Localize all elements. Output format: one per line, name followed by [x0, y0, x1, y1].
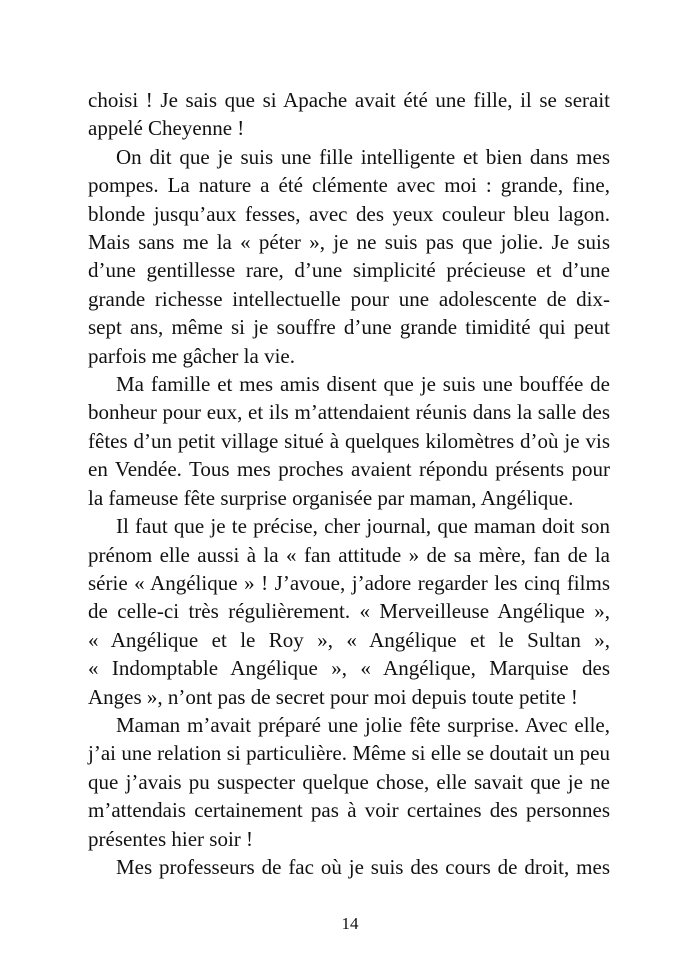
text-line: que j’avais pu suspecter quelque chose, elle savait que je ne — [88, 769, 610, 794]
text-line: grande richesse intellectuelle pour une adolescente de dix- — [88, 286, 610, 311]
text-line: Anges », n’ont pas de secret pour moi depuis toute petite ! — [88, 684, 578, 709]
text-line: bonheur pour eux, et ils m’attendaient réunis dans la salle des — [88, 400, 610, 425]
text-line: j’ai une relation si particulière. Même si elle se doutait un peu — [88, 741, 610, 766]
text-line: Ma famille et mes amis disent que je suis une bouffée de — [116, 372, 610, 397]
text-line: appelé Cheyenne ! — [88, 116, 245, 141]
text-line: Maman m’avait préparé une jolie fête surprise. Avec elle, — [116, 712, 610, 737]
text-line: présentes hier soir ! — [88, 826, 254, 851]
text-line: Mes professeurs de fac où je suis des cours de droit, mes — [116, 854, 610, 879]
text-line: m’attendais certainement pas à voir certaines des personnes — [88, 798, 610, 823]
page-body-text — [88, 86, 610, 881]
text-line: Il faut que je te précise, cher journal, que maman doit son — [116, 514, 610, 539]
text-line: prénom elle aussi à la « fan attitude » de sa mère, fan de la — [88, 542, 610, 567]
text-line: sept ans, même si je souffre d’une grande timidité qui peut — [88, 315, 610, 340]
text-line: d’une gentillesse rare, d’une simplicité précieuse et d’une — [88, 258, 610, 283]
text-line: On dit que je suis une fille intelligente et bien dans mes — [116, 144, 610, 169]
page-number: 14 — [341, 914, 359, 933]
text-line: parfois me gâcher la vie. — [88, 343, 295, 368]
text-line: en Vendée. Tous mes proches avaient répondu présents pour — [88, 457, 610, 482]
text-line: fêtes d’un petit village situé à quelques kilomètres d’où je vis — [88, 428, 610, 453]
text-line: choisi ! Je sais que si Apache avait été une fille, il se serait — [88, 88, 610, 112]
text-line: pompes. La nature a été clémente avec moi : grande, fine, — [88, 173, 610, 198]
text-line: « Angélique et le Roy », « Angélique et le Sultan », — [88, 627, 610, 652]
text-line: de celle-ci très régulièrement. « Merveilleuse Angélique », — [88, 599, 610, 624]
text-line: Mais sans me la « péter », je ne suis pas que jolie. Je suis — [88, 230, 610, 255]
text-line: la fameuse fête surprise organisée par maman, Angélique. — [88, 485, 574, 510]
text-line: blonde jusqu’aux fesses, avec des yeux couleur bleu lagon. — [88, 201, 610, 226]
text-line: « Indomptable Angélique », « Angélique, Marquise des — [88, 656, 610, 681]
text-line: série « Angélique » ! J’avoue, j’adore regarder les cinq films — [88, 570, 610, 595]
